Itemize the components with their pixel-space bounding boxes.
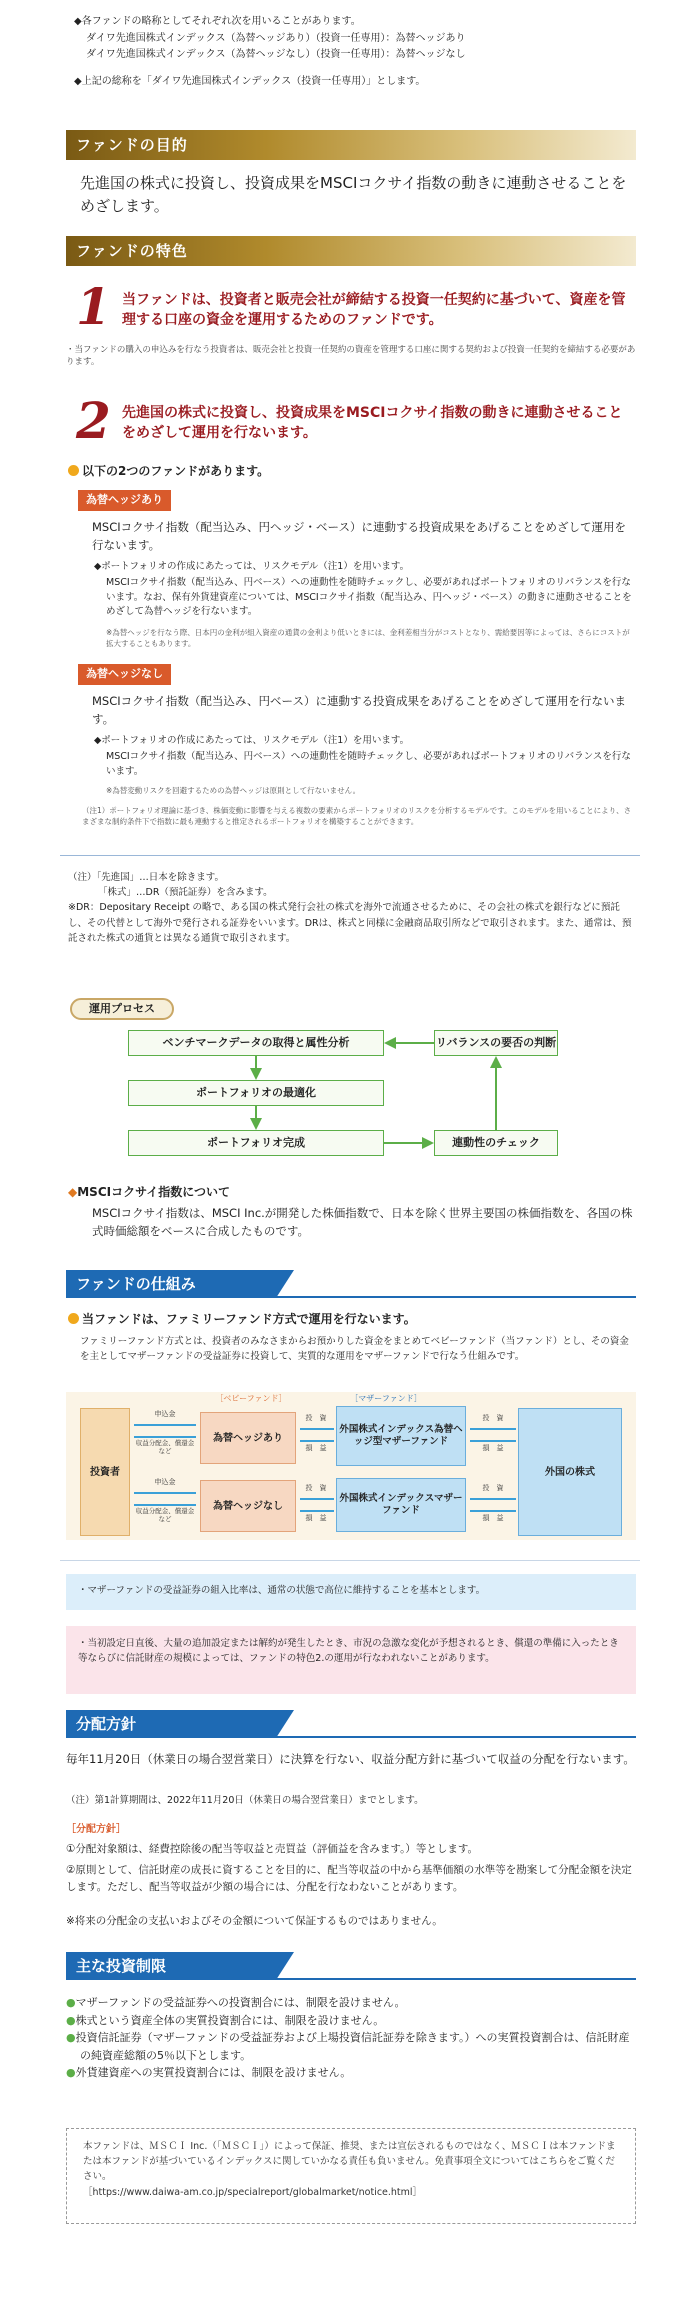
risk-model-note: （注1）ポートフォリオ理論に基づき、株価変動に影響を与える複数の要素からポートフォリオのリスクを分析するモデルです。このモデルを用いることにより、さまざまな制約条件下で指数に最も連動すると推定されるポートフォリオを構築することができます。 — [82, 806, 632, 826]
loss-label: 損 益 — [305, 1514, 327, 1522]
arrow — [300, 1510, 334, 1512]
msci-title: ◆MSCIコクサイ指数について — [68, 1185, 231, 1199]
process-box-rebalance: リバランスの要否の判断 — [434, 1030, 558, 1056]
arrow — [300, 1428, 334, 1430]
dist-label: 収益分配金、償還金 など — [135, 1507, 195, 1523]
arrow — [134, 1504, 196, 1506]
nohedge-note: ※為替変動リスクを回避するための為替ヘッジは原則として行ないません。 — [106, 786, 361, 795]
intro-line: ◆各ファンドの略称としてそれぞれ次を用いることがあります。 — [74, 16, 361, 27]
hedge-bullet-1: ◆ポートフォリオの作成にあたっては、リスクモデル（注1）を用います。 — [94, 561, 410, 572]
arrow — [134, 1424, 196, 1426]
limits-list — [66, 1994, 636, 2082]
mother-hedge-box: 外国株式インデックス為替ヘッジ型マザーファンド — [336, 1406, 466, 1466]
note-line: 「株式」…DR（預託証券）を含みます。 — [98, 887, 273, 899]
distribution-p1: ①分配対象額は、経費控除後の配当等収益と売買益（評価益を含みます。）等とします。 — [66, 1843, 478, 1855]
green-dot-icon: ● — [66, 2013, 76, 2027]
arrow — [300, 1498, 334, 1500]
intro-line: ダイワ先進国株式インデックス（為替ヘッジあり）（投資一任専用）：為替ヘッジあり — [86, 32, 466, 44]
intro-line: ◆上記の総称を「ダイワ先進国株式インデックス（投資一任専用）」とします。 — [74, 75, 426, 87]
note-line: ※DR：Depositary Receipt の略で、ある国の株式発行会社の株式を海外で流通させるために、その会社の株式を銀行などに預託し、その代替として海外で発行される証券をいいます。DRは、株式と同様に金融商品取引所などで取引されます。また、通常は、預託された株式の通貨とは異なる通貨で取引されます。 — [68, 902, 632, 944]
distribution-policy-label: ［分配方針］ — [66, 1824, 126, 1835]
nohedge-text: MSCIコクサイ指数（配当込み、円ベース）に連動する投資成果をあげることをめざして運用を行ないます。 — [92, 694, 626, 727]
pink-note-box — [66, 1626, 636, 1694]
disclaimer-box — [66, 2128, 636, 2224]
loss-label: 損 益 — [482, 1444, 504, 1452]
limit-item: ●外貨建資産への実質投資割合には、制限を設けません。 — [66, 2066, 352, 2080]
investor-box: 投資者 — [80, 1408, 130, 1536]
feature-number-2: 2 — [76, 391, 111, 450]
green-dot-icon: ● — [66, 2066, 76, 2080]
arrow — [134, 1436, 196, 1438]
intro-line: ダイワ先進国株式インデックス（為替ヘッジなし）（投資一任専用）：為替ヘッジなし — [86, 49, 466, 60]
green-dot-icon: ● — [66, 1996, 76, 2009]
process-box-check: 連動性のチェック — [434, 1130, 558, 1156]
invest-label: 投 資 — [482, 1484, 504, 1492]
green-dot-icon: ● — [66, 2031, 76, 2045]
arrow — [470, 1428, 516, 1430]
limits-heading: 主な投資制限 — [66, 1952, 276, 1980]
invest-label: 投 資 — [305, 1414, 327, 1422]
process-box-complete: ポートフォリオ完成 — [128, 1130, 384, 1156]
nohedge-bullet-2: MSCIコクサイ指数（配当込み、円ベース）への連動性を随時チェックし、必要があればポートフォリオのリバランスを行ないます。 — [106, 751, 631, 777]
arrow — [470, 1510, 516, 1512]
structure-lead: 当ファンドは、ファミリーファンド方式で運用を行ないます。 — [68, 1310, 416, 1328]
blue-note-box — [66, 1574, 636, 1610]
heading-rule — [66, 1978, 636, 1980]
pink-note: ・当初設定日直後、大量の追加設定または解約が発生したとき、市況の急激な変化が予想されるとき、償還の準備に入ったとき等ならびに信託財産の規模によっては、ファンドの特色2.の運用が行なわれないことがあります。 — [78, 1638, 619, 1665]
invest-label: 投 資 — [482, 1414, 504, 1422]
heading-rule — [66, 1296, 636, 1298]
arrow — [134, 1492, 196, 1494]
orange-dot-icon — [68, 1313, 79, 1324]
loss-label: 損 益 — [482, 1514, 504, 1522]
distribution-text: 毎年11月20日（休業日の場合翌営業日）に決算を行ない、収益分配方針に基づいて収益の分配を行ないます。 — [66, 1752, 635, 1766]
hedge-text: MSCIコクサイ指数（配当込み、円ヘッジ・ベース）に連動する投資成果をあげることをめざして運用を行ないます。 — [92, 520, 626, 553]
baby-fund-label: ［ベビーファンド］ — [215, 1394, 287, 1403]
limit-item: ●投資信託証券（マザーファンドの受益証券および上場投資信託証券を除きます。）への実質投資割合は、信託財産の純資産総額の5％以下とします。 — [66, 2031, 630, 2062]
divider — [60, 1560, 640, 1561]
limit-item: ●マザーファンドの受益証券への投資割合には、制限を設けません。 — [66, 1996, 406, 2009]
orange-dot-icon — [68, 465, 79, 476]
limit-item: ●株式という資産全体の実質投資割合には、制限を設けません。 — [66, 2013, 385, 2027]
feature-number-1: 1 — [76, 277, 111, 336]
intro — [74, 14, 634, 90]
purpose-heading: ファンドの目的 — [66, 130, 636, 160]
distribution-p2: ②原則として、信託財産の成長に資することを目的に、配当等収益の中から基準価額の水準等を勘案して分配金額を決定します。ただし、配当等収益が少額の場合には、分配を行なわないことがあります。 — [66, 1864, 632, 1893]
structure-desc: ファミリーファンド方式とは、投資者のみなさまからお預かりした資金をまとめてベビーファンド（当ファンド）とし、その資金を主としてマザーファンドの受益証券に投資して、実質的な運用をマザーファンドで行なう仕組みです。 — [80, 1336, 629, 1363]
arrow — [470, 1440, 516, 1442]
feature-1-text: 当ファンドは、投資者と販売会社が締結する投資一任契約に基づいて、資産を管理する口座の資金を運用するためのファンドです。 — [122, 292, 626, 329]
arrow — [470, 1498, 516, 1500]
distribution-note: （注）第1計算期間は、2022年11月20日（休業日の場合翌営業日）までとします。 — [66, 1795, 424, 1806]
mother-nohedge-box: 外国株式インデックスマザーファンド — [336, 1478, 466, 1532]
process-box-benchmark: ベンチマークデータの取得と属性分析 — [128, 1030, 384, 1056]
blue-note: ・マザーファンドの受益証券の組入比率は、通常の状態で高位に維持することを基本とします。 — [78, 1585, 486, 1596]
process-tag: 運用プロセス — [70, 998, 174, 1020]
distribution-heading: 分配方針 — [66, 1710, 276, 1738]
hedge-bullet-2: MSCIコクサイ指数（配当込み、円ベース）への連動性を随時チェックし、必要があればポートフォリオのリバランスを行ないます。なお、保有外貨建資産については、MSCIコクサイ指数（配当込み、円ヘッジ・ベース）の動きに連動させることをめざして為替ヘッジを行ないます。 — [106, 577, 632, 618]
disclaimer-url[interactable]: ［https://www.daiwa-am.co.jp/specialreport/globalmarket/notice.html］ — [83, 2186, 423, 2198]
mother-fund-label: ［マザーファンド］ — [350, 1394, 422, 1403]
structure-heading: ファンドの仕組み — [66, 1270, 276, 1298]
features-heading: ファンドの特色 — [66, 236, 636, 266]
loss-label: 損 益 — [305, 1444, 327, 1452]
feature-1-note: ・当ファンドの購入の申込みを行なう投資者は、販売会社と投資一任契約の資産を管理する口座に関する契約および投資一任契約を締結する必要があります。 — [66, 345, 636, 368]
dist-label: 収益分配金、償還金 など — [135, 1439, 195, 1455]
structure-diagram — [66, 1392, 636, 1540]
nohedge-tag: 為替ヘッジなし — [78, 664, 171, 685]
hedge-tag: 為替ヘッジあり — [78, 490, 171, 511]
msci-text: MSCIコクサイ指数は、MSCI Inc.が開発した株価指数で、日本を除く世界主要国の株価指数を、各国の株式時価総額をベースに合成したものです。 — [92, 1206, 633, 1238]
hedge-note: ※為替ヘッジを行なう際、日本円の金利が組入資産の通貨の金利より低いときには、金利差相当分がコストとなり、需給要因等によっては、さらにコストが拡大することもあります。 — [106, 628, 630, 648]
notes — [68, 870, 634, 946]
note-line: （注）「先進国」…日本を除きます。 — [68, 872, 224, 883]
baby-nohedge-box: 為替ヘッジなし — [200, 1480, 296, 1532]
divider — [60, 855, 640, 856]
msci-diamond-icon: ◆ — [68, 1185, 78, 1199]
foreign-stocks-box: 外国の株式 — [518, 1408, 622, 1536]
arrow — [300, 1440, 334, 1442]
disclaimer-text: 本ファンドは、ＭＳＣＩ Inc.（「ＭＳＣＩ」）によって保証、推奨、または宣伝されるものではなく、ＭＳＣＩは本ファンドまたは本ファンドが基づいているインデックスに関していかなる責任も負いません。免責事項全文についてはこちらをご覧ください。 — [83, 2141, 616, 2183]
process-box-optimize: ポートフォリオの最適化 — [128, 1080, 384, 1106]
distribution-p3: ※将来の分配金の支払いおよびその金額について保証するものではありません。 — [66, 1915, 443, 1927]
apply-label: 申込金 — [154, 1478, 176, 1486]
nohedge-bullet-1: ◆ポートフォリオの作成にあたっては、リスクモデル（注1）を用います。 — [94, 735, 410, 746]
two-funds-lead: 以下の2つのファンドがあります。 — [68, 462, 269, 480]
baby-hedge-box: 為替ヘッジあり — [200, 1412, 296, 1464]
invest-label: 投 資 — [305, 1484, 327, 1492]
apply-label: 申込金 — [154, 1410, 176, 1418]
feature-2-text: 先進国の株式に投資し、投資成果をMSCIコクサイ指数の動きに連動させることをめざして運用を行ないます。 — [122, 405, 623, 442]
heading-rule — [66, 1736, 636, 1738]
purpose-text: 先進国の株式に投資し、投資成果をMSCIコクサイ指数の動きに連動させることをめざします。 — [80, 174, 627, 215]
